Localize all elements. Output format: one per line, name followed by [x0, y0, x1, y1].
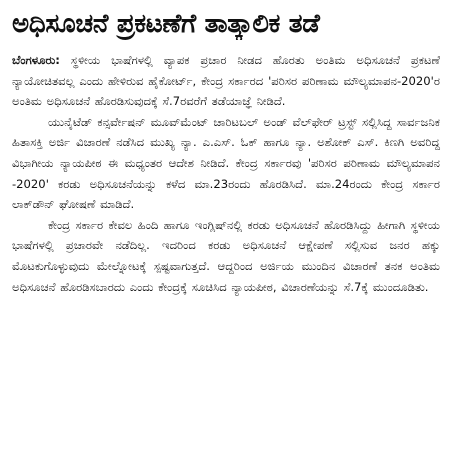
article-body: [12, 50, 440, 297]
paragraph-1: [12, 50, 440, 112]
dateline: ಬೆಂಗಳೂರು:: [12, 53, 60, 67]
headline: ಅಧಿಸೂಚನೆ ಪ್ರಕಟಣೆಗೆ ತಾತ್ಕಾಲಿಕ ತಡೆ: [12, 9, 320, 39]
paragraph-1-text: ಸ್ಥಳೀಯ ಭಾಷೆಗಳಲ್ಲಿ ವ್ಯಾಪಕ ಪ್ರಚಾರ ನೀಡದ ಹೊರತು ಅಂತಿಮ ಅಧಿಸೂಚನೆ ಪ್ರಕಟಣೆ ನ್ಯಾಯೋಚಿತವಲ್ಲ ಎಂದು ಹೇಳಿರುವ ಹೈಕೋರ್ಟ್, ಕೇಂದ್ರ ಸರ್ಕಾರದ 'ಪರಿಸರ ಪರಿಣಾಮ ಮೌಲ್ಯಮಾಪನ-2020'ರ ಅಂತಿಮ ಅಧಿಸೂಚನೆ ಹೊರಡಿಸುವುದಕ್ಕೆ ಸೆ.7ರವರೆಗೆ ತಡೆಯಾಜ್ಞೆ ನೀಡಿದೆ.: [12, 53, 440, 109]
paragraph-3: ಕೇಂದ್ರ ಸರ್ಕಾರ ಕೇವಲ ಹಿಂದಿ ಹಾಗೂ ಇಂಗ್ಲಿಷ್‌ನಲ್ಲಿ ಕರಡು ಅಧಿಸೂಚನೆ ಹೊರಡಿಸಿದ್ದು ಹೀಗಾಗಿ ಸ್ಥಳೀಯ ಭಾಷೆಗಳಲ್ಲಿ ಪ್ರಚಾರವೇ ನಡೆದಿಲ್ಲ. ಇದರಿಂದ ಕರಡು ಅಧಿಸೂಚನೆ ಆಕ್ಷೇಪಣೆ ಸಲ್ಲಿಸುವ ಜನರ ಹಕ್ಕು ಮೊಟಕುಗೊಳ್ಳುವುದು ಮೇಲ್ನೋಟಕ್ಕೆ ಸ್ಪಷ್ಟವಾಗುತ್ತದೆ. ಆದ್ದರಿಂದ ಅರ್ಜಿಯ ಮುಂದಿನ ವಿಚಾರಣೆ ತನಕ ಅಂತಿಮ ಅಧಿಸೂಚನೆ ಹೊರಡಿಸಬಾರದು ಎಂದು ಕೇಂದ್ರಕ್ಕೆ ಸೂಚಿಸಿದ ನ್ಯಾಯಪೀಠ, ವಿಚಾರಣೆಯನ್ನು ಸೆ.7ಕ್ಕೆ ಮುಂದೂಡಿತು.: [12, 217, 440, 294]
paragraph-2: ಯುನೈಟೆಡ್ ಕನ್ಸರ್ವೇಷನ್ ಮೂವ್‌ಮೆಂಟ್ ಚಾರಿಟಬಲ್ ಅಂಡ್ ವೆಲ್‌ಫೇರ್ ಟ್ರಸ್ಟ್ ಸಲ್ಲಿಸಿದ್ದ ಸಾರ್ವಜನಿಕ ಹಿತಾಸಕ್ತಿ ಅರ್ಜಿ ವಿಚಾರಣೆ ನಡೆಸಿದ ಮುಖ್ಯ ನ್ಯಾ. ಎ.ಎಸ್. ಓಕ್ ಹಾಗೂ ನ್ಯಾ. ಅಶೋಕ್ ಎಸ್. ಕಿಣಗಿ ಅವರಿದ್ದ ವಿಭಾಗೀಯ ನ್ಯಾಯಪೀಠ ಈ ಮಧ್ಯಂತರ ಆದೇಶ ನೀಡಿದೆ. ಕೇಂದ್ರ ಸರ್ಕಾರವು 'ಪರಿಸರ ಪರಿಣಾಮ ಮೌಲ್ಯಮಾಪನ -2020' ಕರಡು ಅಧಿಸೂಚನೆಯನ್ನು ಕಳೆದ ಮಾ.23ರಂದು ಹೊರಡಿಸಿದೆ. ಮಾ.24ರಂದು ಕೇಂದ್ರ ಸರ್ಕಾರ ಲಾಕ್‌ಡೌನ್ ಘೋಷಣೆ ಮಾಡಿದೆ.: [12, 114, 440, 212]
